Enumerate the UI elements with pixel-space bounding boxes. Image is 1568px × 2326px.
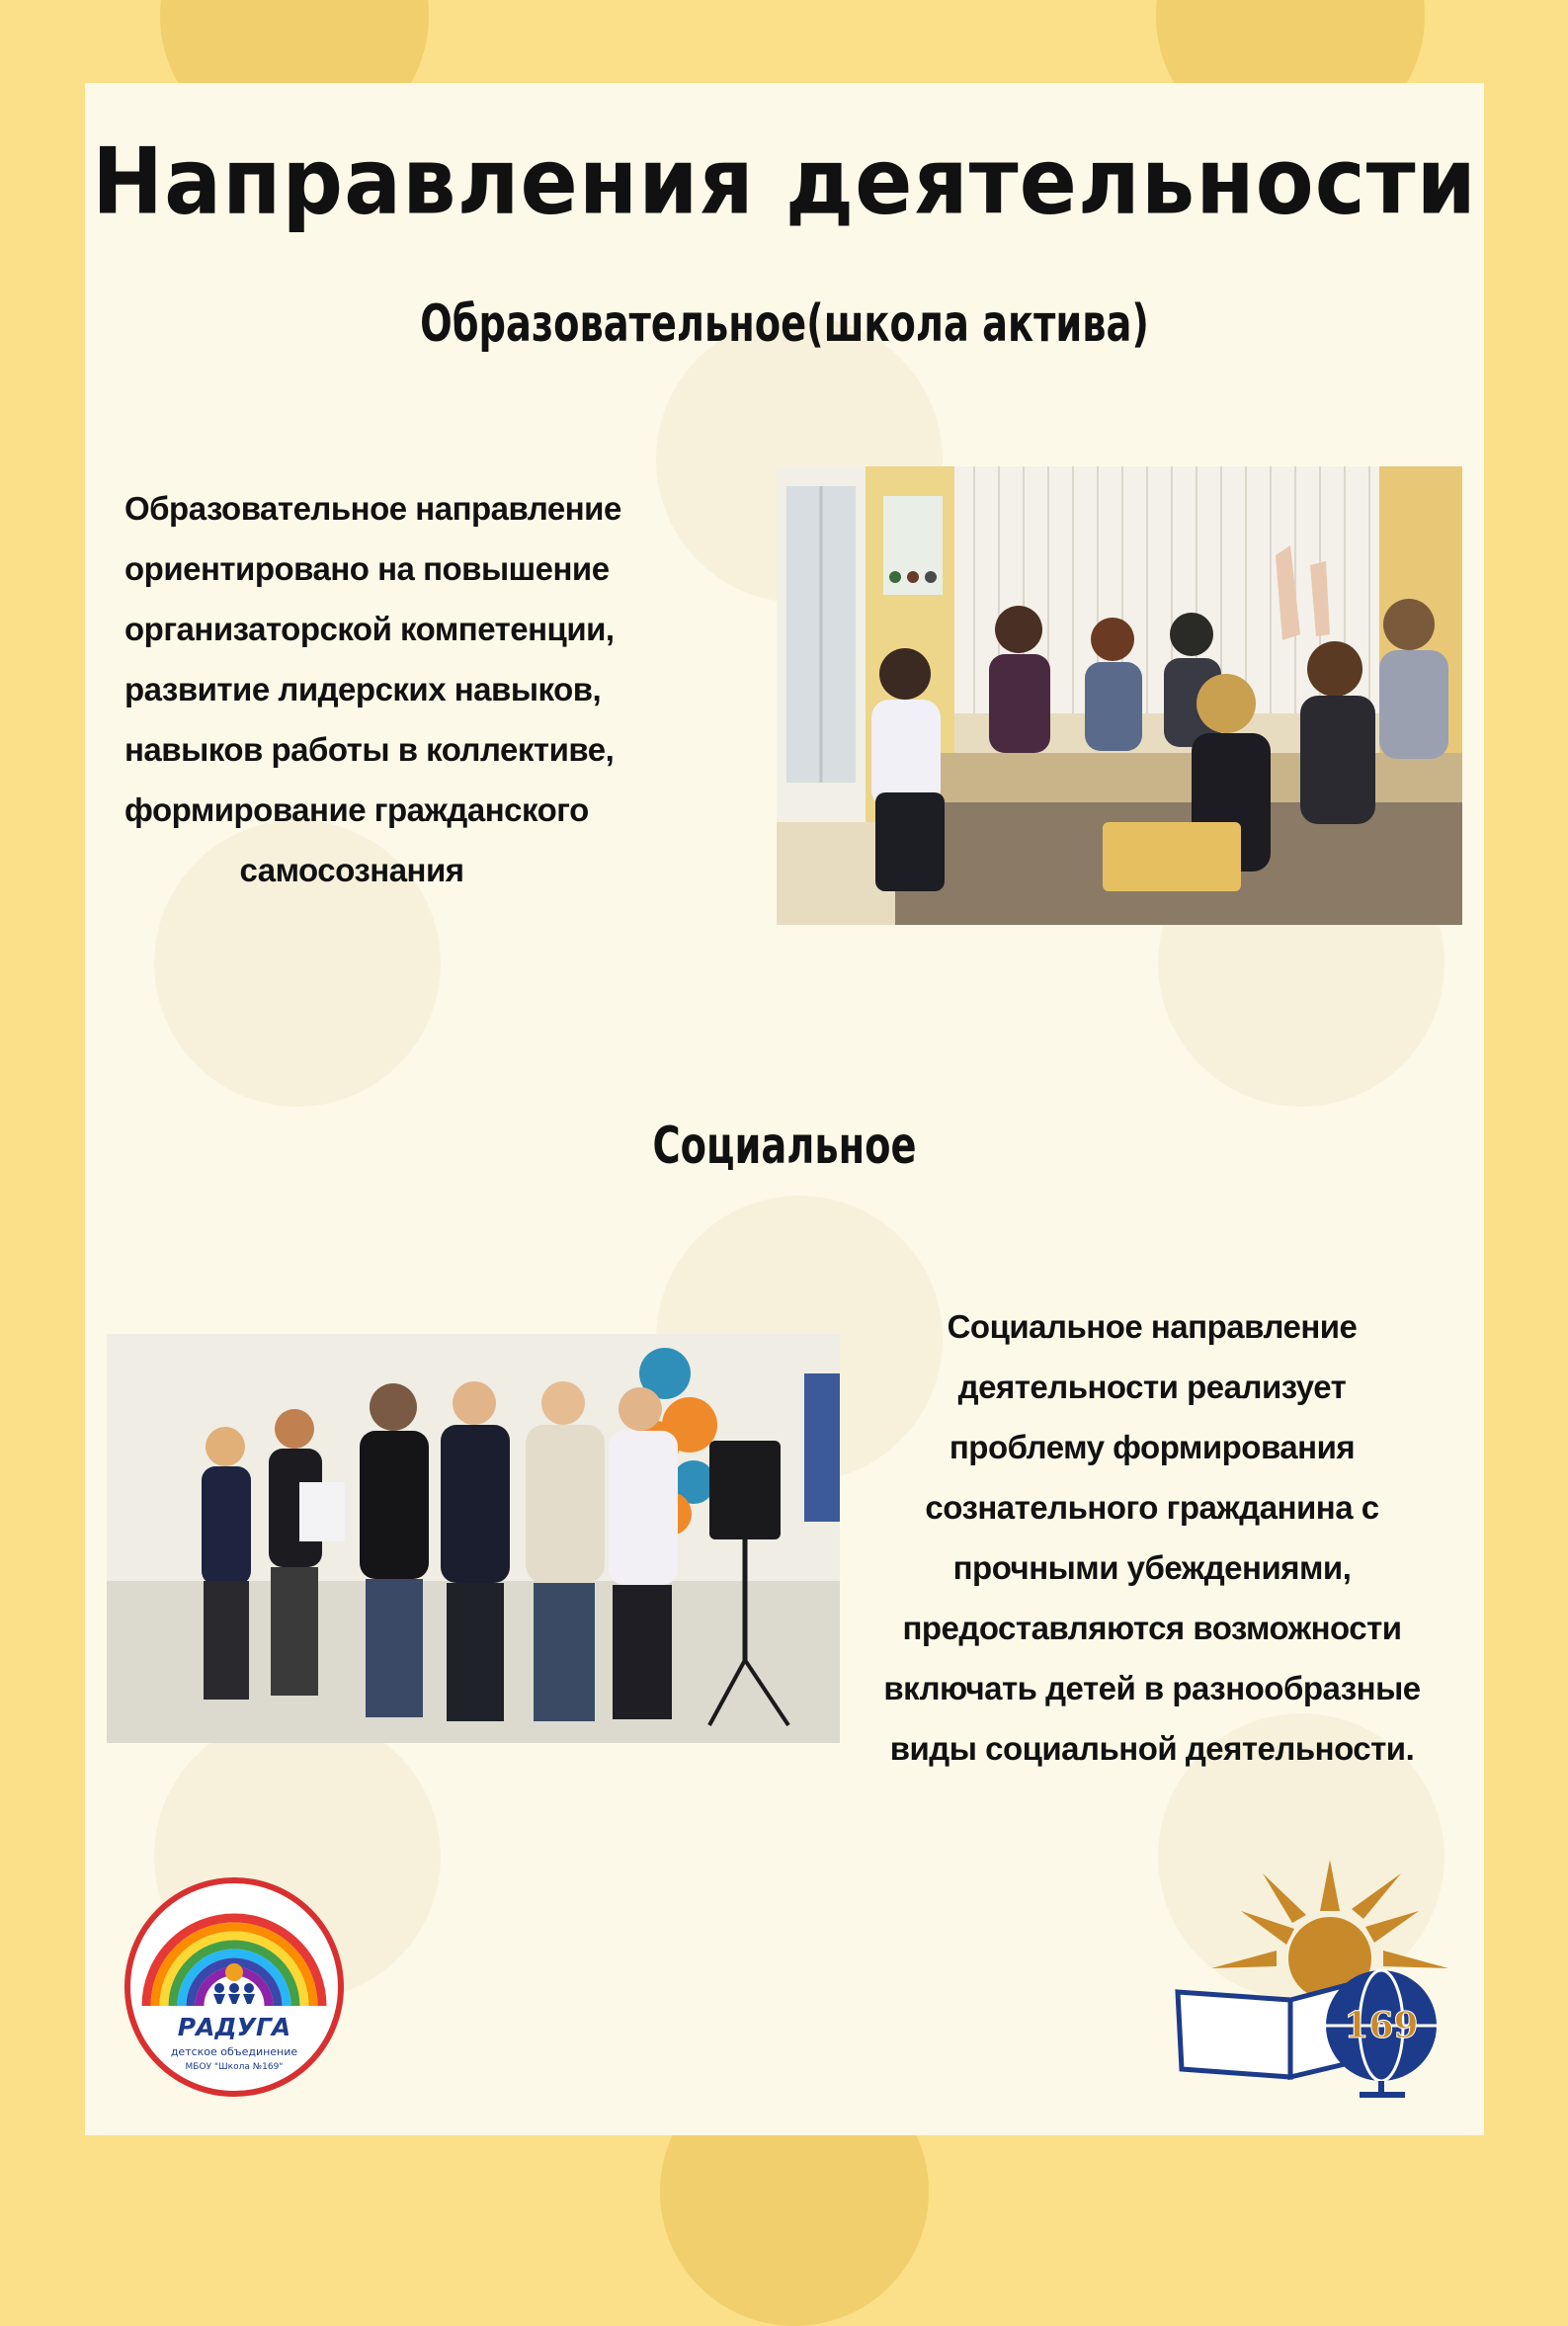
text-line: самосознания <box>239 852 464 888</box>
page-title: Направления деятельности <box>92 128 1477 235</box>
text-line: организаторской компетенции, <box>124 611 615 647</box>
text-line: проблему формирования <box>949 1429 1356 1465</box>
content-panel <box>85 83 1484 2135</box>
text-line: развитие лидерских навыков, <box>124 671 602 707</box>
school-logo-number: 169 <box>1344 2005 1419 2046</box>
raduga-logo-name: РАДУГА <box>177 2013 291 2041</box>
text-line: Образовательное направление <box>124 490 621 527</box>
raduga-logo-line2: МБОУ "Школа №169" <box>185 2062 284 2072</box>
text-line: предоставляются возможности <box>902 1610 1402 1646</box>
section-heading-educational: Образовательное(школа актива) <box>420 294 1149 354</box>
text-line: включать детей в разнообразные <box>883 1670 1421 1706</box>
school-169-logo <box>1172 1852 1468 2099</box>
classroom-photo-image <box>777 466 1462 925</box>
text-line: виды социальной деятельности. <box>889 1730 1415 1767</box>
text-line: сознательного гражданина с <box>925 1489 1379 1526</box>
section-heading-social: Социальное <box>652 1117 917 1176</box>
raduga-logo-graphic <box>124 1877 344 2097</box>
award-ceremony-photo-image <box>107 1334 840 1743</box>
award-ceremony-photo <box>107 1334 840 1743</box>
raduga-logo <box>124 1877 344 2097</box>
text-line: деятельности реализует <box>957 1369 1347 1405</box>
text-line: Социальное направление <box>947 1308 1358 1345</box>
classroom-photo <box>777 466 1462 925</box>
text-line: формирование гражданского <box>124 791 589 828</box>
text-line: ориентировано на повышение <box>124 550 610 587</box>
school-169-logo-graphic <box>1172 1852 1468 2099</box>
text-line: прочными убеждениями, <box>952 1549 1352 1586</box>
text-line: навыков работы в коллективе, <box>124 731 615 768</box>
raduga-logo-line1: детское объединение <box>170 2045 298 2058</box>
section-text-social <box>846 1296 1458 1779</box>
section-text-educational <box>124 478 621 900</box>
